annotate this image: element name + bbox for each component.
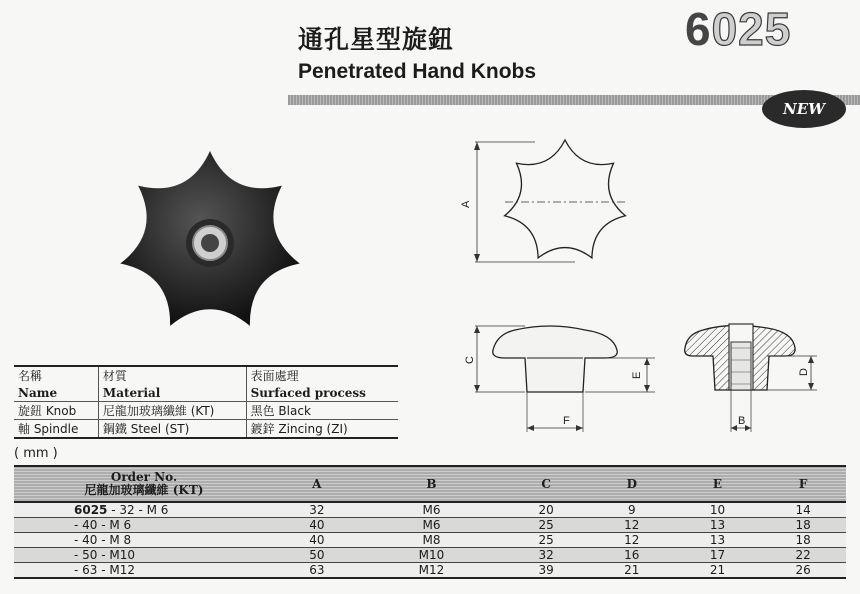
cell-b: M12	[360, 563, 504, 579]
cell-a: 63	[274, 563, 360, 579]
col-a-header: A	[274, 466, 360, 502]
dim-a-label: A	[460, 200, 472, 208]
cell-b: M6	[360, 502, 504, 518]
order-no-header	[14, 466, 274, 502]
top-view-drawing	[455, 130, 645, 275]
order-no-label: Order No.	[110, 470, 178, 484]
cell-a: 40	[274, 518, 360, 533]
col-e-header: E	[675, 466, 761, 502]
cell-d: 12	[589, 518, 675, 533]
order-no-cell	[14, 533, 274, 548]
title-chinese: 通孔星型旋鈕	[298, 25, 455, 54]
table-row	[14, 502, 846, 518]
materials-table	[14, 365, 398, 439]
order-no-cell	[14, 548, 274, 563]
dim-e-label: E	[631, 371, 643, 379]
order-no-material: 尼龍加玻璃纖維 (KT)	[84, 483, 204, 497]
material-row-material: 尼龍加玻璃纖維 (KT)	[98, 402, 246, 420]
col-d-header: D	[589, 466, 675, 502]
order-suffix: - 40 - M 8	[74, 533, 132, 547]
order-prefix: 6025	[74, 503, 108, 517]
dim-d-label: D	[798, 368, 810, 376]
cell-d: 21	[589, 563, 675, 579]
cell-a: 32	[274, 502, 360, 518]
order-table	[14, 465, 846, 579]
model-number-rest: 025	[711, 3, 792, 55]
head-surface-cn: 表面處理	[246, 366, 398, 384]
head-surface-en: Surfaced process	[246, 384, 398, 402]
knob-photo	[110, 148, 310, 338]
cell-c: 39	[503, 563, 589, 579]
cell-e: 10	[675, 502, 761, 518]
head-material-cn: 材質	[98, 366, 246, 384]
cell-a: 40	[274, 533, 360, 548]
table-row	[14, 533, 846, 548]
dim-f-label: F	[563, 415, 570, 427]
cell-c: 20	[503, 502, 589, 518]
cell-d: 12	[589, 533, 675, 548]
table-row	[14, 518, 846, 533]
cell-b: M6	[360, 518, 504, 533]
col-c-header: C	[503, 466, 589, 502]
cell-e: 17	[675, 548, 761, 563]
order-suffix: - 32 - M 6	[111, 503, 169, 517]
col-f-header: F	[760, 466, 846, 502]
unit-label: ( mm )	[14, 446, 58, 461]
material-row-name: 軸 Spindle	[14, 420, 98, 439]
cell-e: 21	[675, 563, 761, 579]
section-view-drawing	[675, 320, 835, 438]
material-row-name: 旋鈕 Knob	[14, 402, 98, 420]
cell-f: 18	[760, 533, 846, 548]
cell-a: 50	[274, 548, 360, 563]
cell-f: 18	[760, 518, 846, 533]
cell-b: M10	[360, 548, 504, 563]
order-no-cell	[14, 518, 274, 533]
head-name-en: Name	[18, 385, 58, 400]
cell-b: M8	[360, 533, 504, 548]
material-row-material: 鋼鐵 Steel (ST)	[98, 420, 246, 439]
table-row	[14, 548, 846, 563]
cell-e: 13	[675, 533, 761, 548]
cell-c: 25	[503, 533, 589, 548]
head-name-cn: 名稱	[14, 366, 98, 384]
order-suffix: - 40 - M 6	[74, 518, 132, 532]
cell-c: 25	[503, 518, 589, 533]
model-number-first: 6	[685, 3, 712, 55]
cell-d: 16	[589, 548, 675, 563]
dim-c-label: C	[464, 356, 476, 364]
order-no-cell	[14, 502, 274, 518]
order-suffix: - 50 - M10	[74, 548, 135, 562]
material-row-surface: 黑色 Black	[246, 402, 398, 420]
cell-f: 26	[760, 563, 846, 579]
model-number	[685, 2, 791, 56]
order-no-cell	[14, 563, 274, 579]
col-b-header: B	[360, 466, 504, 502]
cell-f: 22	[760, 548, 846, 563]
order-suffix: - 63 - M12	[74, 563, 135, 577]
dim-b-label: B	[738, 415, 746, 427]
table-row	[14, 563, 846, 579]
side-view-drawing	[455, 320, 655, 438]
cell-f: 14	[760, 502, 846, 518]
title-english: Penetrated Hand Knobs	[298, 60, 537, 83]
head-material-en: Material	[98, 384, 246, 402]
cell-c: 32	[503, 548, 589, 563]
new-badge: NEW	[762, 90, 846, 128]
material-row-surface: 鍍鋅 Zincing (ZI)	[246, 420, 398, 439]
cell-e: 13	[675, 518, 761, 533]
cell-d: 9	[589, 502, 675, 518]
